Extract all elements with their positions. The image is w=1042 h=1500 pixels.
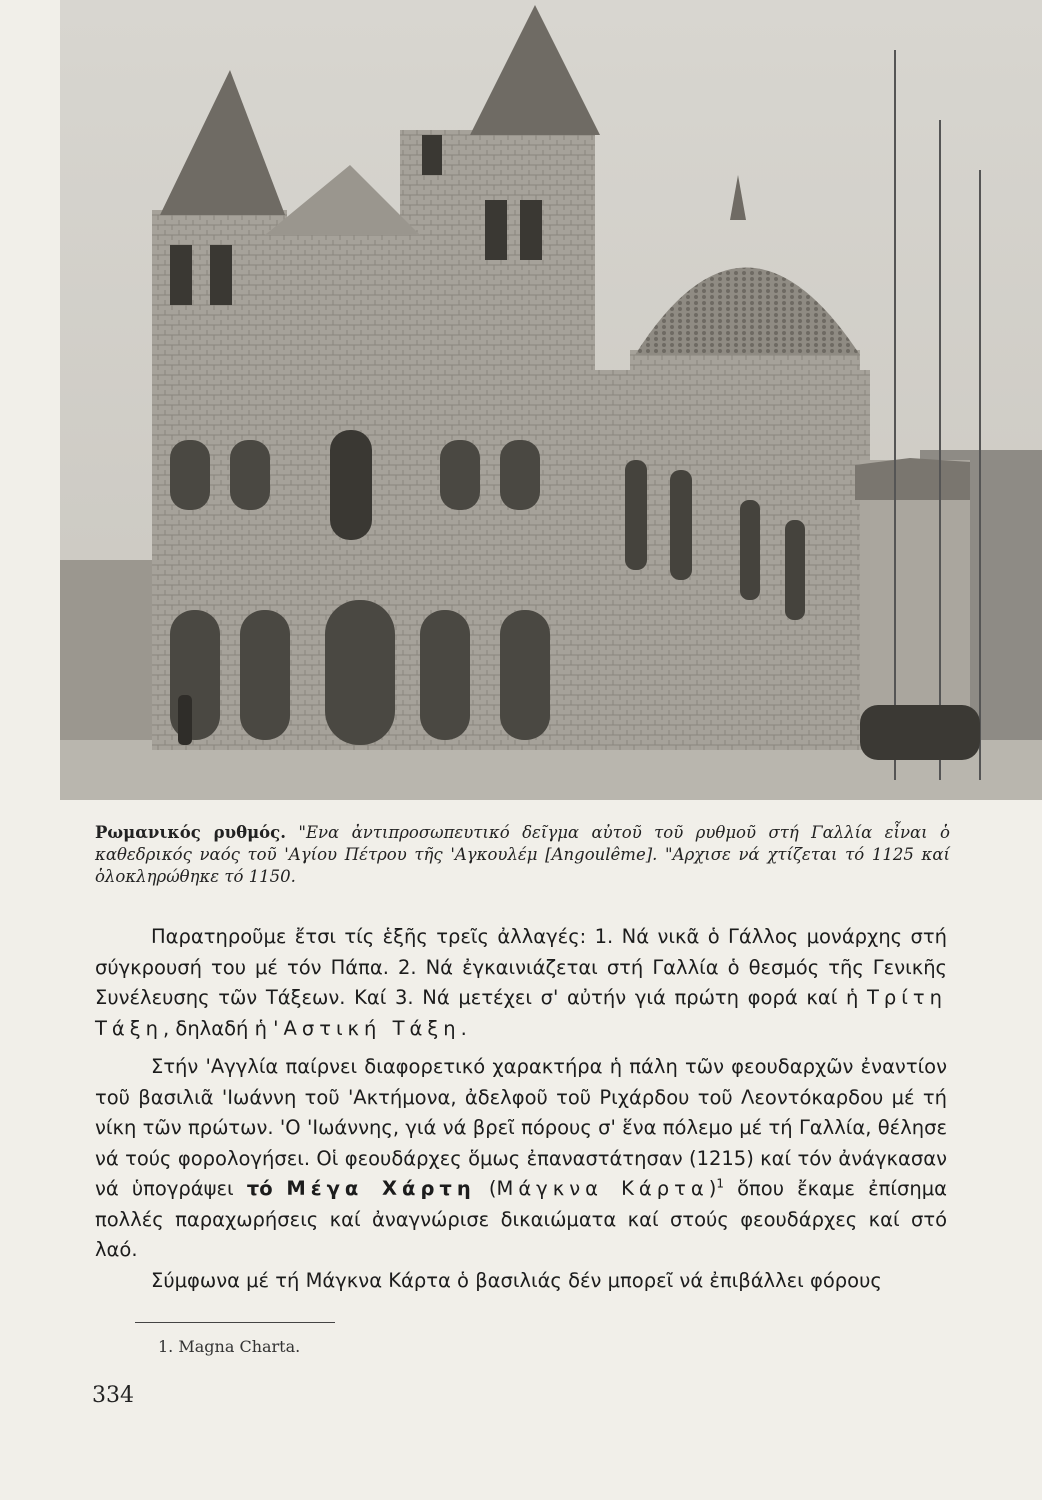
p1-term-bourgeoisie: 'Αστική Τάξη [273, 1016, 461, 1040]
footnote: 1. Magna Charta. [158, 1337, 301, 1356]
page-number: 334 [92, 1383, 134, 1408]
p1-text-b: , δηλαδή ἡ [163, 1016, 274, 1040]
caption-lead: Ρωμανικός ρυθμός. [95, 823, 286, 842]
p1-text-a: Παρατηροῦμε ἔτσι τίς ἑξῆς τρεῖς ἀλλαγές: 1. Νά νικᾶ ὁ Γάλλος μονάρχης στή σύγκρουσή του μέ τόν Πάπα. 2. Νά ἐγκαινιάζεται στή Γαλλία ὁ θεσμός τῆς Γενικῆς Συνέλευσης τῶν Τάξεων. Καί 3. Νά μετέχει σ' αὐτήν γιά πρώτη φορά καί ἡ [95, 925, 947, 1009]
p2-text-d: ὅπου ἔκαμε ἐπίσημα πολλές παραχωρήσεις καί ἀναγνώρισε δικαιώματα καί στούς φεουδάρχες καί στό λαό. [95, 1177, 947, 1261]
caption-text: "Ενα ἀντιπροσωπευτικό δεῖγμα αὐτοῦ τοῦ ρυθμοῦ στή Γαλλία εἶναι ὁ καθεδρικός ναός τοῦ 'Αγίου Πέτρου τῆς 'Αγκουλέμ [Angoulême]. "Αρχισε νά χτίζεται τό 1125 καί ὁλοκληρώθηκε τό 1150. [95, 823, 950, 886]
cathedral-photo [60, 0, 1042, 800]
paragraph-3 [95, 1266, 947, 1297]
p2-term-magna-carta-transliterated: Μάγκνα Κάρτα [496, 1177, 709, 1200]
p2-text-c: ) [708, 1177, 717, 1200]
paragraph-1 [95, 922, 947, 1044]
paragraph-2 [95, 1052, 947, 1266]
p2-article: τό [246, 1177, 287, 1200]
footnote-divider [135, 1322, 335, 1323]
p1-term-third-estate: Τρίτη Τάξη [95, 986, 947, 1040]
p2-term-magna-carta-greek: Μέγα Χάρτη [286, 1177, 476, 1200]
footnote-ref: 1 [716, 1176, 724, 1191]
p2-text-b: ( [475, 1177, 497, 1200]
p3-text: Σύμφωνα μέ τή Μάγκνα Κάρτα ὁ βασιλιάς δέν μπορεῖ νά ἐπιβάλλει φόρους [151, 1268, 882, 1292]
body-text [95, 922, 947, 1296]
p2-text-a: Στήν 'Αγγλία παίρνει διαφορετικό χαρακτήρα ἡ πάλη τῶν φεουδαρχῶν ἐναντίον τοῦ βασιλιᾶ 'Ιωάννη τοῦ 'Ακτήμονα, ἀδελφοῦ τοῦ Ριχάρδου τοῦ Λεοντόκαρδου μέ τή νίκη τῶν πρώτων. 'Ο 'Ιωάννης, γιά νά βρεῖ πόρους σ' ἕνα πόλεμο μέ τή Γαλλία, θέλησε νά τούς φορολογήσει. Οἱ φεουδάρχες ὅμως ἐπαναστάτησαν (1215) καί τόν ἀνάγκασαν νά ὑπογράψει [95, 1055, 947, 1200]
p1-text-c: . [460, 1016, 467, 1040]
photo-caption [95, 822, 950, 888]
